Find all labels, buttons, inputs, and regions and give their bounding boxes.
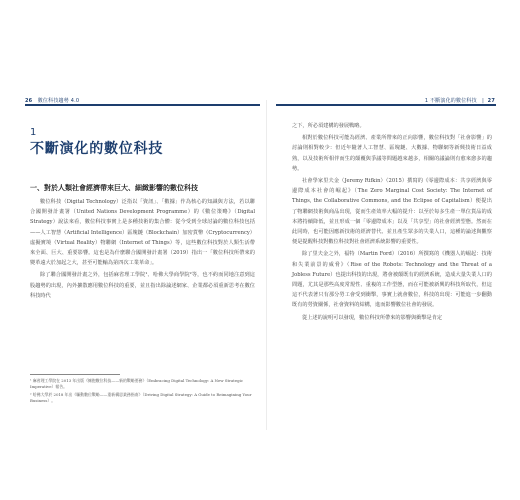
chapter-title: 不斷演化的數位科技 bbox=[30, 141, 164, 157]
page-gutter bbox=[266, 100, 267, 430]
left-paragraph-2: 除了聯合國開發計畫之外，包括麻省理工學院¹、哈佛大學商學院²等，也不約而同地注意到這股趨勢的出現，內外擴散應用數位科技的重要，並且指出除論述網家、企業都必須重新思考在數位科技時代 bbox=[30, 272, 255, 299]
chapter-number: 1 bbox=[30, 127, 37, 138]
footnotes bbox=[30, 378, 255, 406]
right-header-rule bbox=[276, 104, 496, 106]
left-paragraph-1: 數位科技（Digital Technology）泛指以「資訊」、「數據」作為核心的知識與方法，若以聯合國開發計畫署（United Nations Development Programme）的《數位策略》（Digital Strategy）說法來看，數位科技事實上是多種技術的集合體：從今受到全球討論的數位科技包括——人工智慧（Artificial Intelligence）區塊鏈（Blockchain）加密貨幣（Cryptocurrency）虛擬實境（Virtual Reality）物聯網（Internet of Things）等，這些數位科技對於人類生活帶來全面、巨大、重要影響。這也是為什麼聯合國開發計畫署（2019）指出一「數位科技所帶來的變革遠大於加起之大，甚至可能輸為第四次工業革命」。 bbox=[30, 199, 255, 267]
right-paragraph-5: 從上述的說明可以發現，數位科技所帶來的影響與衝擊是肯定 bbox=[302, 314, 443, 321]
right-paragraph-4: 除了里夫金之外，福特（Martin Ford）（2016）所撰寫的《機器人的崛起：技術和失業前景的威脅》（Rise of the Robots: Technology and the Threat of a Jobless Future）也提出科技的出現，將會被顛既有的經濟系統，造成大量失業人口的問題，尤其是那些高度常規性、重複的工作型態，而在可能被新興的科技所取代，但這這不代表著只有那分勞工會受到衝擊，事實上就會數位，科技的出現：可能進一步翻動既有的勞資關係，社會資料的結構，進而影響數位社會的發展。 bbox=[292, 251, 492, 309]
right-header-title: 1 不斷演化的數位科技 bbox=[424, 98, 477, 104]
left-body-text bbox=[30, 197, 255, 303]
left-header-rule bbox=[25, 104, 260, 106]
right-paragraph-1: 之下，所必須建構的發展戰略。 bbox=[292, 123, 365, 129]
right-body-text bbox=[292, 121, 492, 325]
footnote-1: ¹ 麻省理工學院在 2013 年出版《擁抱數位科技——新的戰略要務》（Embracing Digital Technology: A New Strategic Imperative）報告。 bbox=[30, 378, 244, 390]
right-paragraph-3: 社會學家里夫金（Jeremy Rifkin）（2015）撰寫的《零邊際成本：共享經濟與零邊際成本社會的崛起》（The Zero Marginal Cost Society: The Internet of Things, the Collaborative Commons, and the Eclipse of Capitalism）便提出了物聯網技術與商品出現，從而生產效率大幅的提升：以至於每多生產一單位貨品的成本將持續降低，並且形成一個「零邊際成本」以及「共享型」的社會經濟型態。然而在此同時，也可能因應新技術的經濟替代、並且產生眾多的失業人口，這種的論述與觀察便是提醒科技對數位科技對社會經濟系統影響的重要性。 bbox=[292, 178, 492, 246]
left-page-number: 26 bbox=[25, 98, 33, 104]
footnote-rule bbox=[30, 374, 120, 375]
section-heading: 一、對於人類社會經濟帶來巨大、細緻影響的數位科技 bbox=[30, 183, 198, 192]
right-running-head: 1 不斷演化的數位科技 | 27 bbox=[424, 98, 495, 104]
footnote-2: ² 哈佛大學於 2018 年出《驅動數位戰略——重新構思業務指南》（Driving Digital Strategy: A Guide to Reimagining Your Business）。 bbox=[30, 391, 252, 404]
left-header-title: 數位科技趨勢 4.0 bbox=[37, 98, 80, 104]
right-page-number: 27 bbox=[487, 98, 495, 104]
right-paragraph-2: 相對於數位科技可能為經濟、產業所帶來的正向影響，數位科技對「社會影響」的討論則相對較少：但近年隨著人工智慧、區塊鏈、大數據、物聯網等新興技術日益成熟，以及技術所相伴而生的顛覆與爭議等問題越來越多，相關的議論則有愈來愈多的趨勢。 bbox=[292, 135, 492, 172]
left-running-head bbox=[25, 97, 79, 104]
